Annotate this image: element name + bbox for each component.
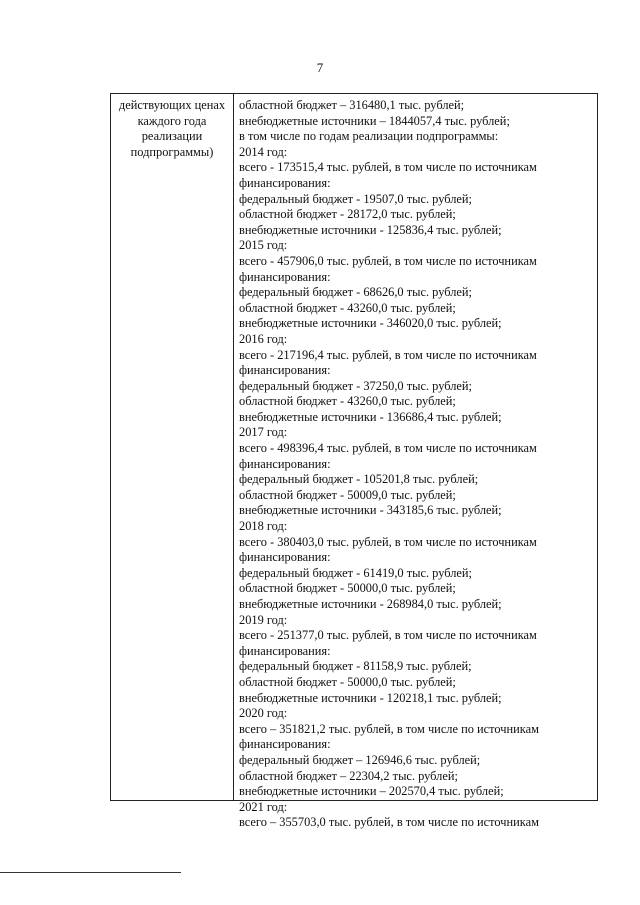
right-cell-line: в том числе по годам реализации подпрограммы: — [239, 129, 499, 144]
right-cell-line: финансирования: — [239, 175, 331, 190]
right-cell-line: финансирования: — [239, 269, 331, 284]
right-cell-line: всего – 355703,0 тыс. рублей, в том числе по источникам — [239, 815, 539, 830]
right-cell-line: всего - 173515,4 тыс. рублей, в том числе по источникам — [239, 160, 537, 175]
right-cell-line: финансирования: — [239, 643, 331, 658]
right-cell-line: федеральный бюджет - 105201,8 тыс. рублей; — [239, 472, 479, 487]
right-cell-line: 2016 год: — [239, 331, 288, 346]
page-number: 7 — [316, 60, 324, 75]
right-cell-line: внебюджетные источники - 268984,0 тыс. рублей; — [239, 597, 502, 611]
right-cell-line: всего - 498396,4 тыс. рублей, в том числе по источникам — [239, 441, 537, 456]
right-cell-line: финансирования: — [239, 737, 331, 752]
right-cell-line: федеральный бюджет – 126946,6 тыс. рублей; — [239, 752, 481, 767]
left-cell-line: действующих ценах — [118, 98, 226, 112]
right-cell-line: всего - 380403,0 тыс. рублей, в том числе по источникам — [239, 534, 537, 549]
right-cell-line: внебюджетные источники – 202570,4 тыс. рублей; — [239, 784, 504, 799]
right-cell-line: внебюджетные источники - 346020,0 тыс. рублей; — [239, 316, 502, 331]
right-cell-line: федеральный бюджет - 68626,0 тыс. рублей; — [239, 285, 472, 300]
right-cell-line: областной бюджет - 43260,0 тыс. рублей; — [239, 300, 456, 315]
right-cell-line: областной бюджет - 50000,0 тыс. рублей; — [239, 674, 456, 689]
right-cell-line: областной бюджет – 22304,2 тыс. рублей; — [239, 768, 458, 783]
right-cell-line: внебюджетные источники - 125836,4 тыс. рублей; — [239, 222, 502, 237]
right-cell-line: всего – 351821,2 тыс. рублей, в том числе по источникам — [239, 721, 539, 736]
right-cell-line: внебюджетные источники - 343185,6 тыс. рублей; — [239, 503, 502, 518]
left-cell-line: каждого года — [137, 113, 207, 128]
funding-table — [110, 93, 598, 830]
right-cell-line: областной бюджет - 43260,0 тыс. рублей; — [239, 394, 456, 409]
right-cell-line: 2018 год: — [239, 519, 288, 534]
right-cell-line: внебюджетные источники – 1844057,4 тыс. рублей; — [239, 113, 510, 128]
right-cell-line: областной бюджет - 28172,0 тыс. рублей; — [239, 207, 456, 222]
right-cell-line: областной бюджет – 316480,1 тыс. рублей; — [239, 98, 465, 112]
right-cell-line: 2019 год: — [239, 612, 288, 627]
left-cell-line: подпрограммы) — [130, 144, 214, 159]
right-cell-line: всего - 217196,4 тыс. рублей, в том числе по источникам — [239, 347, 537, 362]
left-cell — [111, 98, 233, 160]
right-cell-line: федеральный бюджет - 19507,0 тыс. рублей; — [239, 191, 472, 206]
right-cell-line: 2020 год: — [239, 706, 288, 721]
column-divider — [233, 94, 234, 800]
right-cell-line: внебюджетные источники - 136686,4 тыс. рублей; — [239, 409, 502, 424]
right-cell-line: финансирования: — [239, 550, 331, 565]
right-cell-line: федеральный бюджет - 37250,0 тыс. рублей; — [239, 378, 472, 393]
right-cell-line: федеральный бюджет - 81158,9 тыс. рублей; — [239, 659, 472, 674]
footnote-rule — [0, 872, 181, 873]
right-cell-line: областной бюджет - 50000,0 тыс. рублей; — [239, 581, 456, 596]
right-cell-line: 2015 год: — [239, 238, 288, 253]
right-cell-line: областной бюджет - 50009,0 тыс. рублей; — [239, 487, 456, 502]
left-cell-line: реализации — [141, 129, 203, 144]
right-cell-line: всего - 251377,0 тыс. рублей, в том числе по источникам — [239, 628, 537, 643]
right-cell-line: финансирования: — [239, 363, 331, 378]
right-cell-line: 2014 год: — [239, 144, 288, 159]
right-cell-line: финансирования: — [239, 456, 331, 471]
right-cell-line: федеральный бюджет - 61419,0 тыс. рублей; — [239, 565, 472, 580]
right-cell-line: внебюджетные источники - 120218,1 тыс. рублей; — [239, 690, 502, 705]
right-cell-line: 2017 год: — [239, 425, 288, 440]
right-cell — [239, 98, 595, 831]
right-cell-line: 2021 год: — [239, 799, 288, 814]
right-cell-line: всего - 457906,0 тыс. рублей, в том числе по источникам — [239, 253, 537, 268]
